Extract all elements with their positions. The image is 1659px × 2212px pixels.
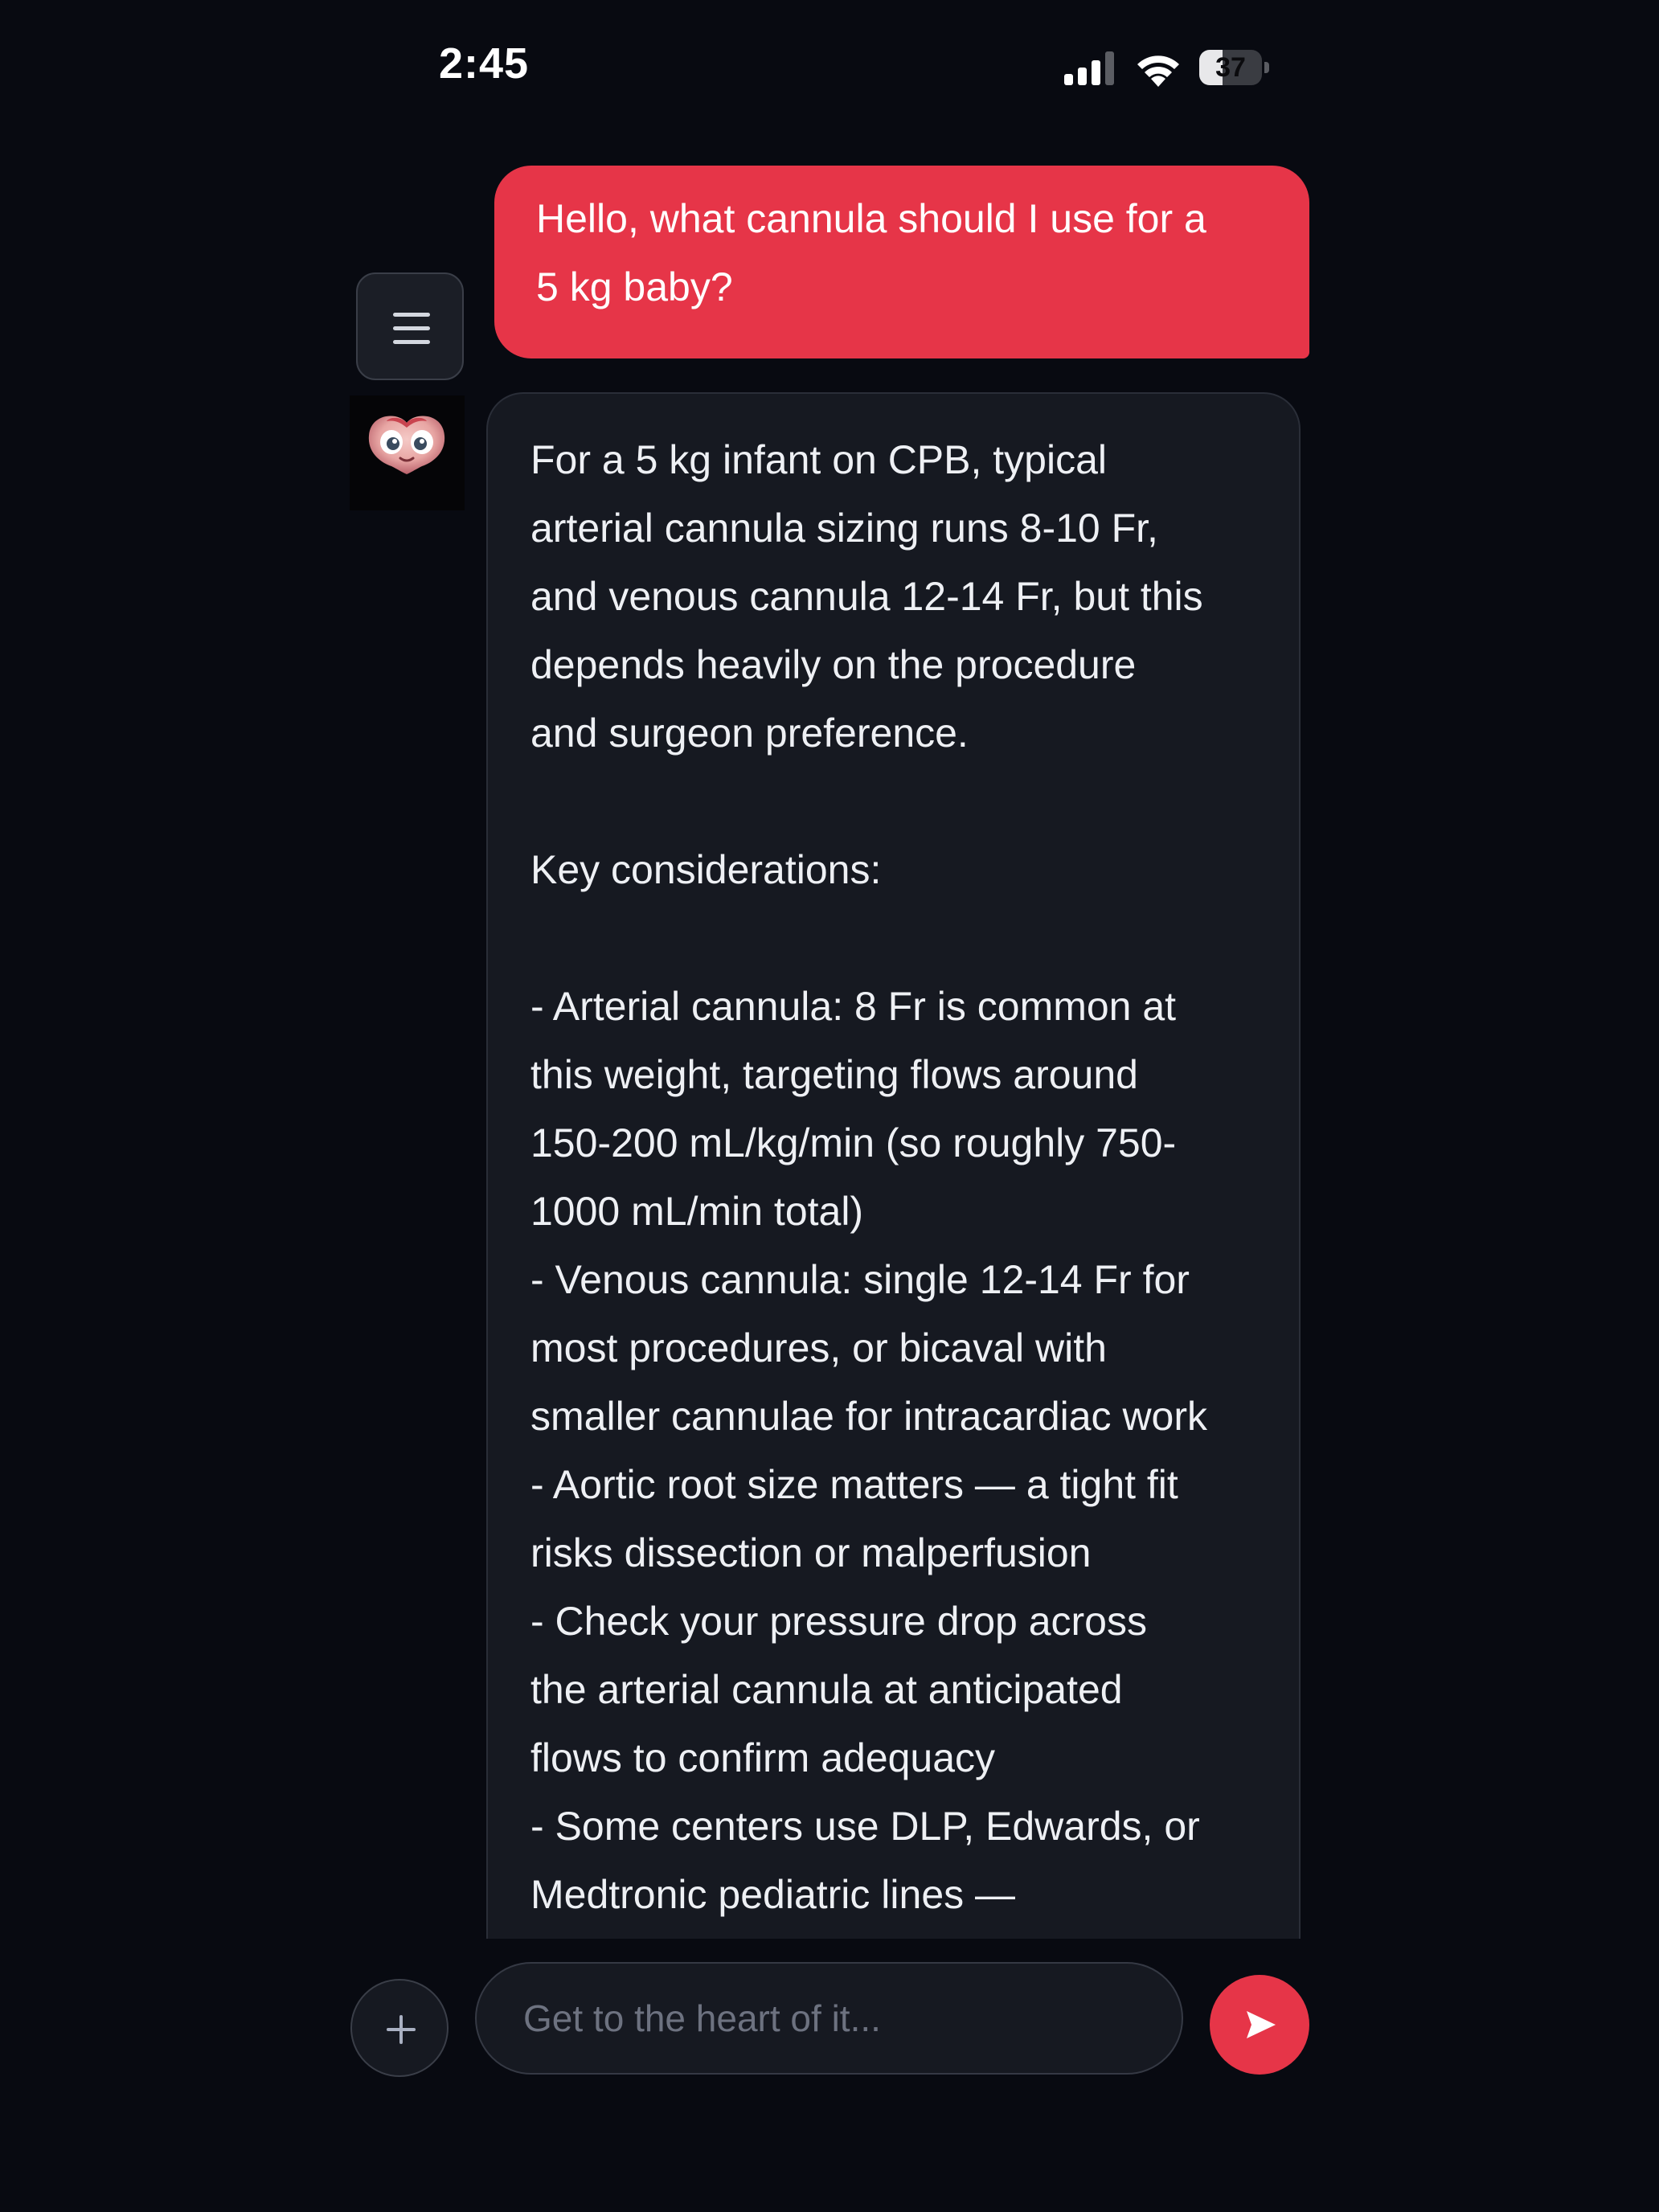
assistant-message-line: - Aortic root size matters — a tight fit	[530, 1462, 1178, 1507]
assistant-message-line: - Venous cannula: single 12-14 Fr for	[530, 1257, 1190, 1302]
assistant-message-line: risks dissection or malperfusion	[530, 1530, 1092, 1575]
assistant-message-blank	[530, 768, 1267, 836]
assistant-message-line: For a 5 kg infant on CPB, typical	[530, 437, 1108, 482]
user-message-bubble	[494, 166, 1309, 358]
assistant-message-line: and venous cannula 12-14 Fr, but this	[530, 574, 1203, 619]
assistant-message-line: flows to confirm adequacy	[530, 1735, 996, 1780]
assistant-message-blank	[530, 904, 1267, 973]
heart-mascot-avatar	[350, 395, 465, 510]
assistant-message-line: - Some centers use DLP, Edwards, or	[530, 1804, 1200, 1849]
hamburger-menu-icon	[393, 313, 430, 345]
assistant-message-line: and surgeon preference.	[530, 711, 969, 756]
assistant-message-line: the arterial cannula at anticipated	[530, 1667, 1123, 1712]
assistant-message-line: - Arterial cannula: 8 Fr is common at	[530, 984, 1177, 1029]
assistant-message-line: most procedures, or bicaval with	[530, 1325, 1107, 1370]
user-message-line: Hello, what cannula should I use for a	[536, 196, 1206, 241]
send-button[interactable]	[1210, 1975, 1309, 2075]
assistant-message-line: 1000 mL/min total)	[530, 1189, 864, 1234]
send-arrow-icon	[1243, 2009, 1277, 2041]
status-time: 2:45	[439, 39, 530, 88]
avatar	[350, 395, 465, 510]
assistant-message-bubble	[486, 392, 1301, 1984]
assistant-message-line: - Check your pressure drop across	[530, 1599, 1147, 1644]
signal-icon	[1064, 51, 1116, 85]
assistant-message-line: 150-200 mL/kg/min (so roughly 750-	[530, 1120, 1177, 1165]
plus-icon	[384, 2013, 418, 2046]
battery-icon	[1199, 50, 1270, 85]
menu-button[interactable]	[356, 272, 464, 380]
assistant-message-line: Medtronic pediatric lines —	[530, 1872, 1016, 1917]
user-message-line: 5 kg baby?	[536, 264, 733, 309]
battery-level: 37	[1215, 52, 1246, 83]
assistant-message-heading: Key considerations:	[530, 847, 882, 892]
assistant-message-line: this weight, targeting flows around	[530, 1052, 1138, 1097]
message-input[interactable]	[475, 1962, 1183, 2075]
assistant-message-line: smaller cannulae for intracardiac work	[530, 1394, 1208, 1439]
assistant-message-line: depends heavily on the procedure	[530, 642, 1137, 687]
add-attachment-button[interactable]	[350, 1979, 449, 2077]
wifi-icon	[1133, 50, 1183, 87]
assistant-message-line: arterial cannula sizing runs 8-10 Fr,	[530, 506, 1158, 551]
